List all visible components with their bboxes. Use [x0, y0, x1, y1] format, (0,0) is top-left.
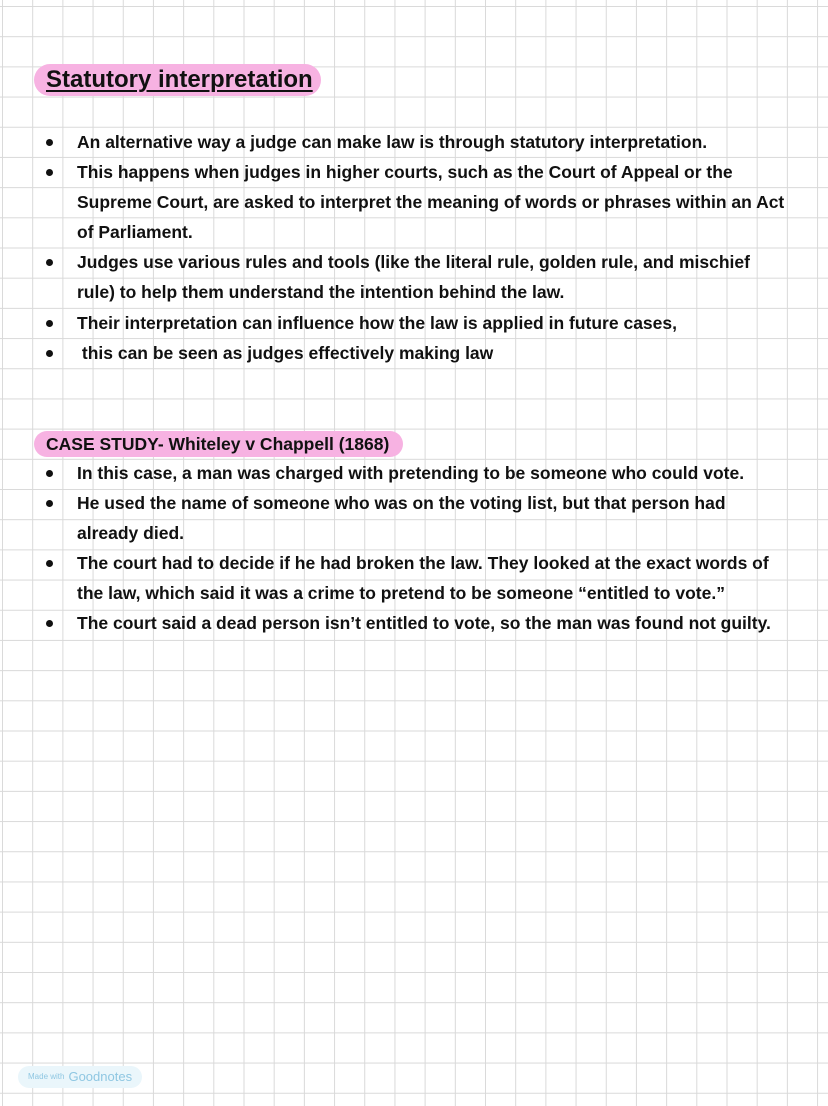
list-item: [0, 608, 790, 638]
bullet-icon: [46, 320, 53, 327]
bullet-text: He used the name of someone who was on the voting list, but that person had already died.: [77, 493, 726, 544]
intro-bullet-list: [0, 127, 790, 368]
bullet-text: An alternative way a judge can make law is through statutory interpretation.: [77, 132, 708, 152]
bullet-text: this can be seen as judges effectively making law: [77, 342, 494, 363]
bullet-text: Judges use various rules and tools (like the literal rule, golden rule, and mischief rule) to help them understand the intention behind the law.: [77, 252, 750, 303]
case-study-heading: CASE STUDY- Whiteley v Chappell (1868): [34, 431, 403, 457]
list-item: [0, 247, 790, 307]
page-title: Statutory interpretation: [34, 64, 321, 96]
bullet-icon: [46, 500, 53, 507]
bullet-icon: [46, 259, 53, 266]
list-item: [0, 548, 790, 608]
watermark-brand: Goodnotes: [68, 1069, 133, 1084]
watermark-prefix: Made with: [28, 1072, 65, 1081]
bullet-icon: [46, 139, 53, 146]
bullet-icon: [46, 350, 53, 357]
list-item: [0, 338, 790, 368]
list-item: [0, 488, 790, 548]
bullet-text: This happens when judges in higher courts, such as the Court of Appeal or the Supreme Court, are asked to interpret the meaning of words or phrases within an Act of Parliament.: [77, 162, 785, 243]
bullet-text: In this case, a man was charged with pretending to be someone who could vote.: [77, 463, 745, 483]
list-item: [0, 458, 790, 488]
bullet-icon: [46, 169, 53, 176]
bullet-icon: [46, 560, 53, 567]
list-item: [0, 308, 790, 338]
list-item: [0, 127, 790, 157]
case-study-bullet-list: [0, 458, 790, 639]
list-item: [0, 157, 790, 247]
goodnotes-watermark: [18, 1066, 142, 1088]
bullet-text: Their interpretation can influence how the law is applied in future cases,: [77, 312, 677, 333]
bullet-text: The court said a dead person isn’t entitled to vote, so the man was found not guilty.: [77, 613, 771, 634]
bullet-icon: [46, 620, 53, 627]
bullet-text: The court had to decide if he had broken the law. They looked at the exact words of the law, which said it was a crime to pretend to be someone “entitled to vote.”: [77, 553, 769, 604]
bullet-icon: [46, 470, 53, 477]
